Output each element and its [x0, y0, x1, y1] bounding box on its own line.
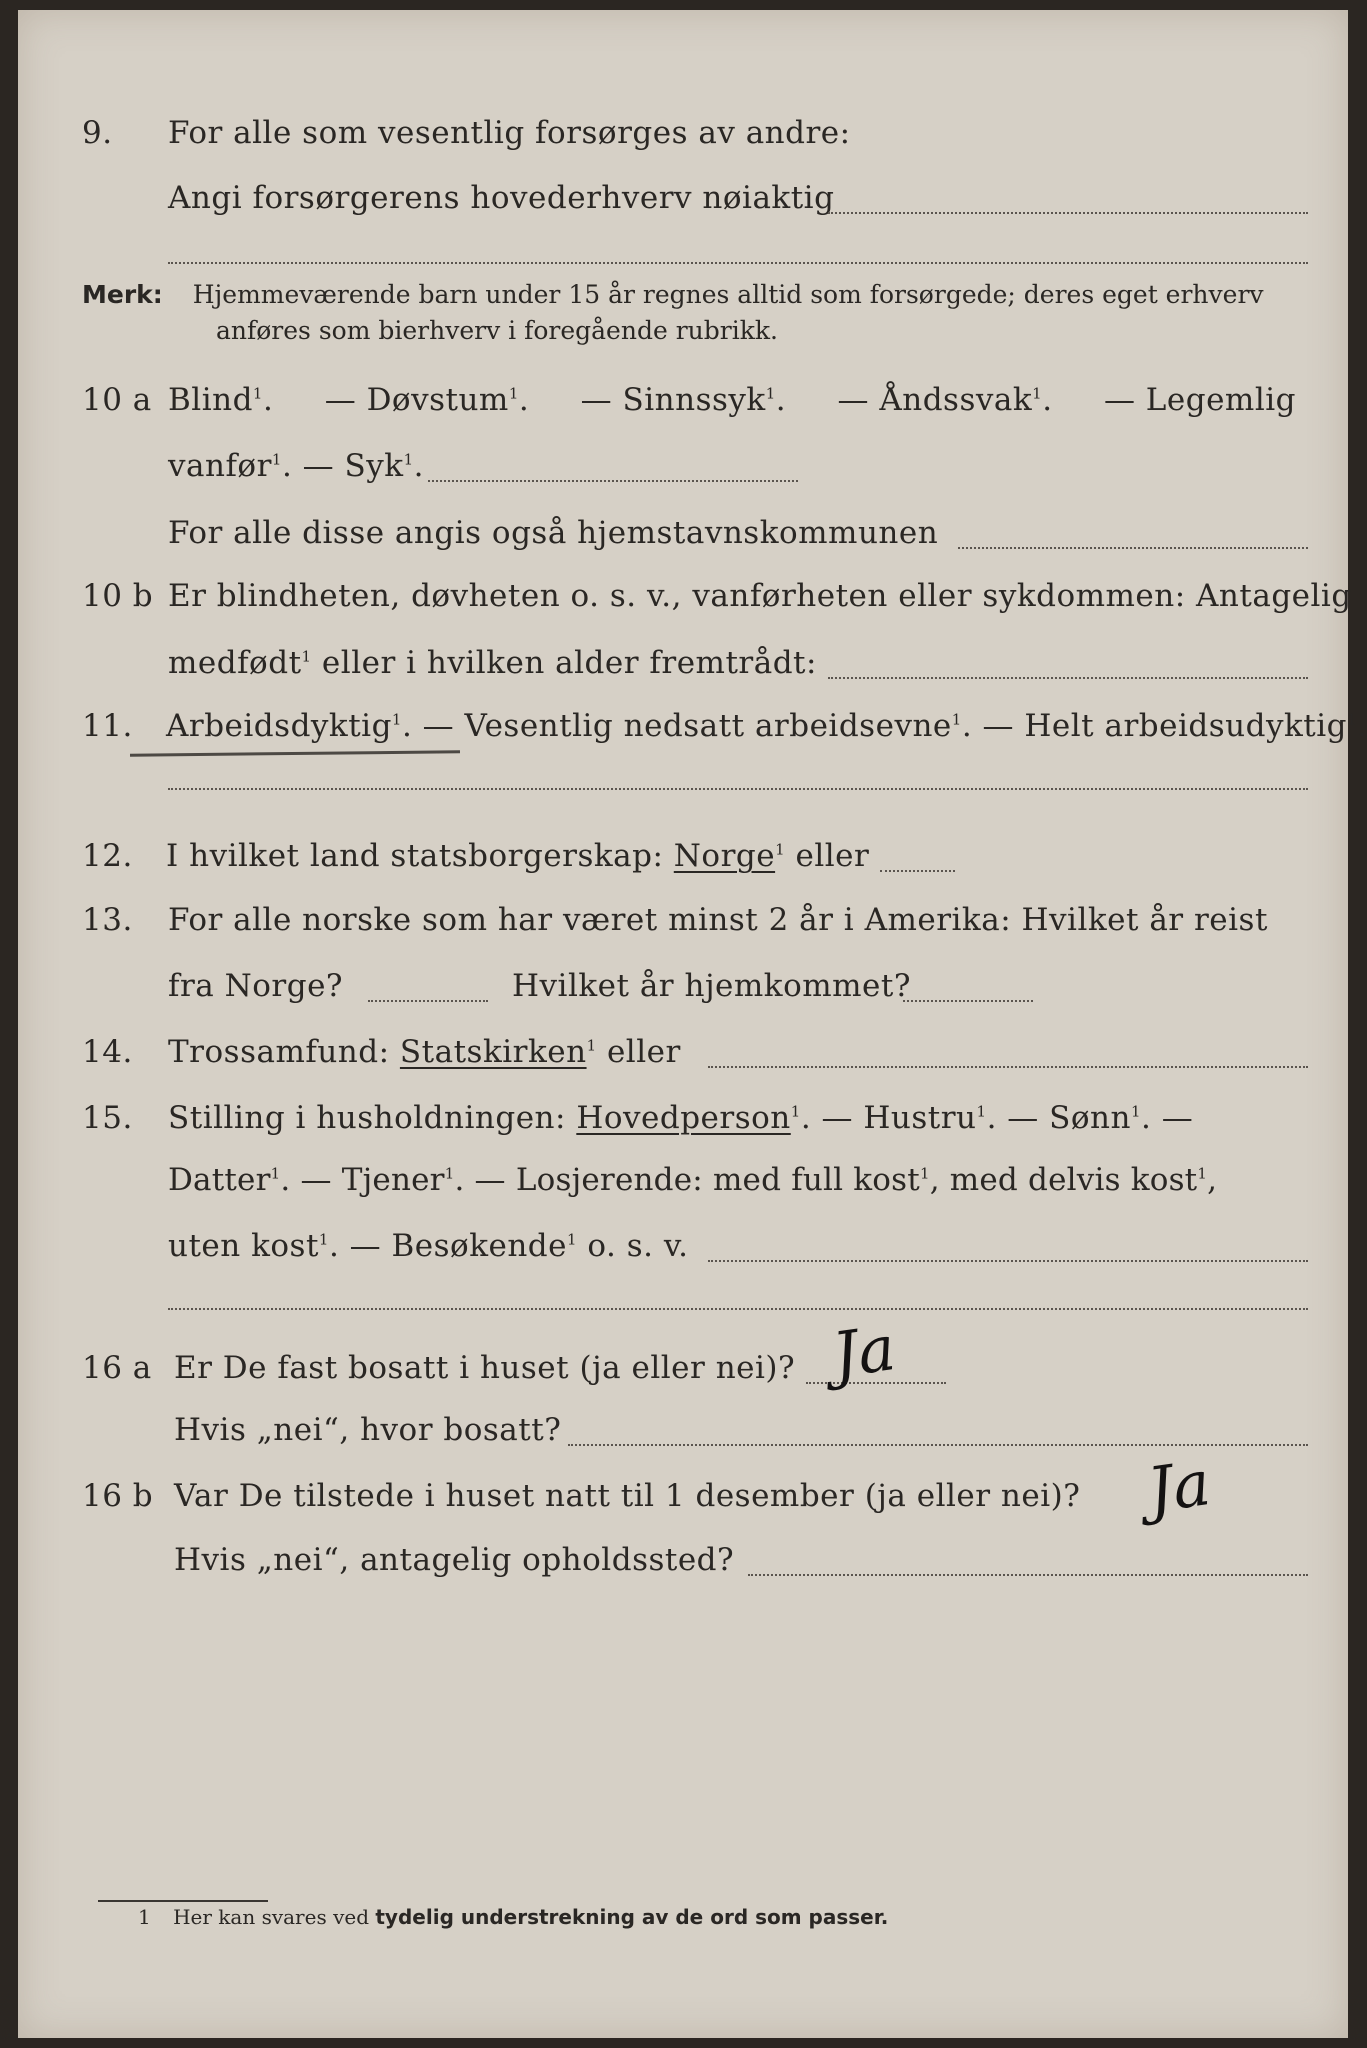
footnote-ref: 1	[508, 384, 519, 403]
punctuation: ,	[1207, 1162, 1218, 1198]
footnote-ref: 1	[403, 450, 414, 469]
question-text-rest: eller i hvilken alder fremtrådt:	[311, 645, 817, 681]
answer-field[interactable]	[748, 1574, 1308, 1576]
option-vanfor: vanfør	[168, 448, 272, 484]
question-text: Var De tilstede i huset natt til 1 desember (ja eller nei)?	[174, 1478, 1081, 1514]
question-number: 16 b	[82, 1478, 154, 1514]
question-number: 12.	[82, 838, 133, 874]
question-text	[168, 645, 817, 681]
option-full-kost: . — Losjerende: med full kost	[454, 1162, 920, 1198]
question-text: Er blindheten, døvheten o. s. v., vanførheten eller sykdommen: Antagelig	[168, 578, 1352, 614]
option-norge: Norge	[673, 838, 776, 874]
footnote-text: Her kan svares ved	[173, 1905, 376, 1929]
footnote-ref: 1	[775, 840, 786, 859]
question-text-post: o. s. v.	[577, 1228, 689, 1264]
option-arbeidsdyktig: Arbeidsdyktig	[166, 708, 392, 744]
option-hustru: . — Hustru	[800, 1100, 977, 1136]
footnote-ref: 1	[252, 384, 263, 403]
question-text: fra Norge?	[168, 968, 344, 1004]
footnote-ref: 1	[1032, 384, 1043, 403]
question-text-post: eller	[785, 838, 870, 874]
option-delvis-kost: , med delvis kost	[929, 1162, 1198, 1198]
option-sonn: . — Sønn	[986, 1100, 1131, 1136]
question-text	[168, 1034, 681, 1070]
answer-field[interactable]	[828, 677, 1308, 679]
question-text	[168, 1228, 689, 1264]
note-text: anføres som bierhverv i foregående rubrikk.	[216, 316, 778, 345]
answer-field[interactable]	[168, 788, 1308, 790]
answer-field[interactable]	[880, 870, 955, 872]
census-form-page	[18, 10, 1367, 2038]
question-text: Hvilket år hjemkommet?	[512, 968, 911, 1004]
footnote-rule	[98, 1900, 268, 1902]
footnote-ref: 1	[976, 1102, 987, 1121]
note-text: Hjemmeværende barn under 15 år regnes alltid som forsørgede; deres eget erhverv	[192, 280, 1264, 309]
footnote-ref: 1	[444, 1164, 455, 1183]
punctuation: .	[1357, 708, 1367, 744]
handwritten-answer-16a: Ja	[828, 1311, 900, 1392]
question-number: 11.	[82, 708, 133, 744]
question-number: 10 b	[82, 578, 154, 614]
question-text-pre: Stilling i husholdningen:	[168, 1100, 577, 1136]
question-text: For alle disse angis også hjemstavnskommunen	[168, 515, 939, 551]
option-udyktig: . — Helt arbeidsudyktig	[961, 708, 1347, 744]
footnote-ref: 1	[1346, 710, 1358, 729]
footnote	[138, 1905, 888, 1929]
option-sinnssyk: — Sinnssyk	[580, 382, 766, 418]
footnote-mark: 1	[138, 1905, 151, 1929]
option-hovedperson: Hovedperson	[576, 1100, 791, 1136]
answer-field[interactable]	[958, 547, 1308, 549]
option-tjener: . — Tjener	[280, 1162, 445, 1198]
question-text-pre: Trossamfund:	[168, 1034, 400, 1070]
footnote-bold-text: tydelig understrekning av de ord som passer.	[375, 1905, 889, 1929]
option-nedsatt: . — Vesentlig nedsatt arbeidsevne	[401, 708, 952, 744]
answer-field[interactable]	[903, 1000, 1033, 1002]
question-text: For alle som vesentlig forsørges av andre:	[168, 115, 851, 151]
footnote-ref: 1	[586, 1036, 597, 1055]
note-block	[82, 280, 1264, 353]
option-besokende: . — Besøkende	[328, 1228, 567, 1264]
question-text: Hvis „nei“, hvor bosatt?	[174, 1412, 562, 1448]
question-number: 13.	[82, 902, 133, 938]
answer-field[interactable]	[368, 1000, 488, 1002]
question-number: 9.	[82, 115, 113, 151]
answer-field[interactable]	[828, 212, 1308, 214]
handwritten-answer-16b: Ja	[1143, 1446, 1215, 1527]
answer-field[interactable]	[708, 1066, 1308, 1068]
question-text: For alle norske som har været minst 2 år i Amerika: Hvilket år reist	[168, 902, 1268, 938]
question-number: 16 a	[82, 1350, 152, 1386]
footnote-ref: 1	[271, 450, 282, 469]
question-text: Hvis „nei“, antagelig opholdssted?	[174, 1542, 735, 1578]
option-legemlig: — Legemlig	[1103, 382, 1296, 418]
footnote-ref: 1	[301, 647, 312, 666]
question-number: 10 a	[82, 382, 152, 418]
footnote-ref: 1	[270, 1164, 281, 1183]
answer-field[interactable]	[428, 480, 798, 482]
footnote-ref: 1	[1130, 1102, 1142, 1121]
question-text	[168, 1162, 1217, 1198]
option-blind: Blind	[168, 382, 253, 418]
question-text-pre: I hvilket land statsborgerskap:	[166, 838, 674, 874]
note-label: Merk:	[82, 280, 163, 309]
footnote-ref: 1	[567, 1230, 578, 1249]
answer-field[interactable]	[708, 1260, 1308, 1262]
question-number: 14.	[82, 1034, 133, 1070]
question-text: Angi forsørgerens hovederhverv nøiaktig	[168, 180, 835, 216]
option-dovstum: — Døvstum	[324, 382, 509, 418]
footnote-ref: 1	[391, 710, 402, 729]
question-text: vanfør$^1$. — Syk$^1$.	[168, 448, 424, 484]
footnote-ref: 1	[765, 384, 776, 403]
underline-mark	[130, 750, 460, 756]
question-text-post: eller	[596, 1034, 681, 1070]
option-syk: . — Syk	[281, 448, 404, 484]
question-number: 15.	[82, 1100, 133, 1136]
option-datter: Datter	[168, 1162, 271, 1198]
footnote-ref: 1	[790, 1102, 801, 1121]
option-andssvak: — Åndssvak	[837, 382, 1033, 418]
answer-field[interactable]	[568, 1444, 1308, 1446]
option-statskirken: Statskirken	[399, 1034, 587, 1070]
footnote-ref: 1	[1197, 1164, 1208, 1183]
footnote-ref: 1	[318, 1230, 329, 1249]
question-text	[166, 708, 1367, 744]
option-medfodt: medfødt	[168, 645, 302, 681]
answer-field[interactable]	[168, 262, 1308, 264]
question-text: Blind$^1$. — Døvstum$^1$. — Sinnssyk$^1$. — Åndssvak$^1$. — Legemlig	[168, 382, 1296, 418]
question-text: Er De fast bosatt i huset (ja eller nei)?	[174, 1350, 796, 1386]
footnote-ref: 1	[919, 1164, 930, 1183]
punctuation: . —	[1141, 1100, 1194, 1136]
footnote-ref: 1	[951, 710, 962, 729]
answer-field[interactable]	[168, 1308, 1308, 1310]
question-text	[166, 838, 869, 874]
option-uten-kost: uten kost	[168, 1228, 319, 1264]
question-text	[168, 1100, 1193, 1136]
